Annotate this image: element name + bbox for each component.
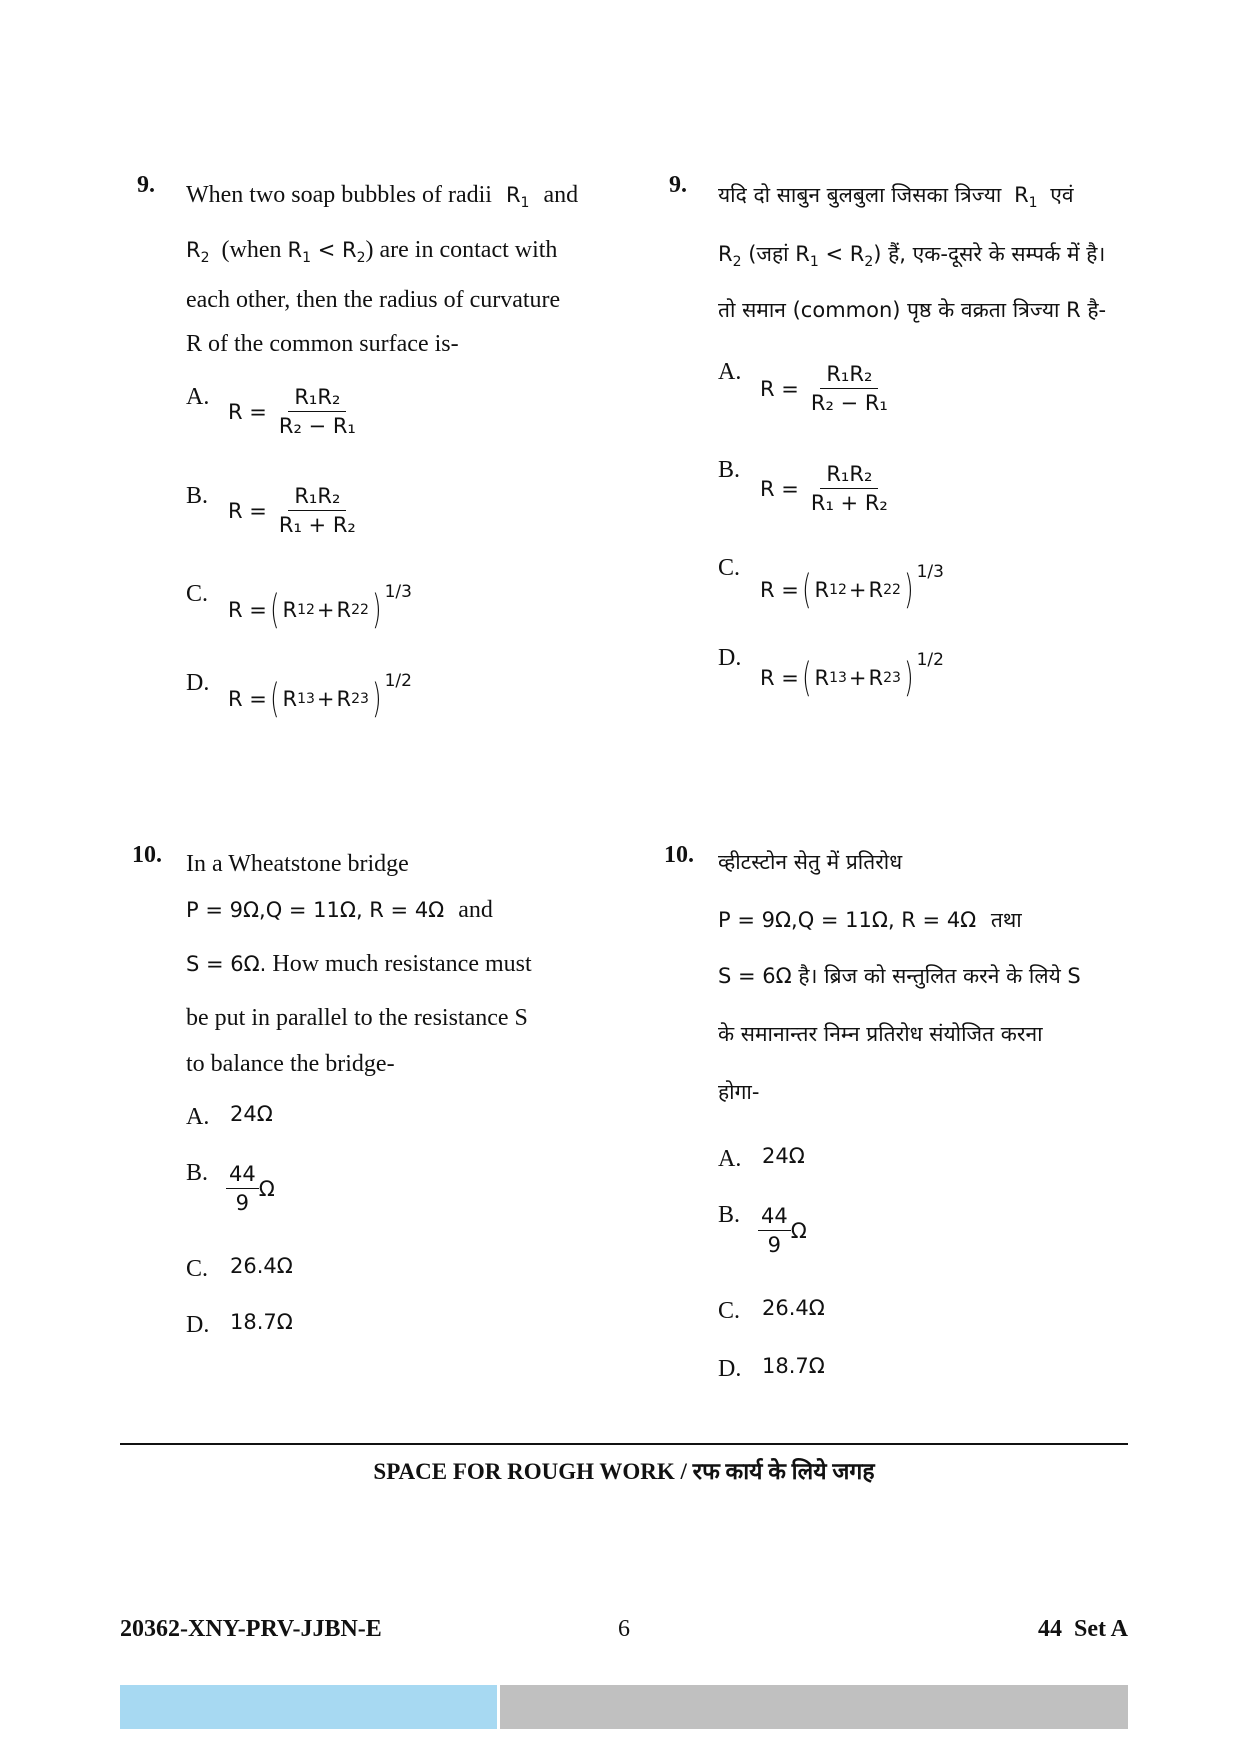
q9-hi-option-a-label: A.	[718, 359, 742, 385]
q10-hi-option-a-value: 24Ω	[762, 1144, 805, 1168]
q9-en-line1: When two soap bubbles of radii $R_1$ and	[186, 182, 579, 212]
q10-en-option-c-label: C.	[186, 1256, 209, 1282]
q10-hi-option-a-label: A.	[718, 1146, 742, 1172]
q10-hi-option-b-label: B.	[718, 1202, 741, 1228]
q10-hi-option-c-label: C.	[718, 1298, 741, 1324]
q9-hi-number: 9.	[669, 172, 687, 198]
page-number: 6	[618, 1616, 630, 1642]
q10-en-option-d-value: 18.7Ω	[230, 1310, 293, 1334]
q9-hi-option-b-label: B.	[718, 457, 741, 483]
q9-en-option-b-formula: R = $\frac{\text{R₁R₂}}{\text{R₁ + R₂}}$	[228, 484, 356, 537]
footer-bar-blue	[120, 1685, 497, 1729]
q9-hi-option-c-formula: R = ( R 1 2 + R 2 2 ) 1/3	[760, 562, 944, 613]
q9-hi-option-b-formula: R = $\frac{\text{R₁R₂}}{\text{R₁ + R₂}}$	[760, 462, 888, 515]
q10-en-option-d-label: D.	[186, 1312, 210, 1338]
q10-en-option-b-value: $\frac{44}{9}$ Ω	[226, 1162, 275, 1215]
q10-en-line3: S = 6Ω. How much resistance must	[186, 951, 532, 977]
q10-en-line4: be put in parallel to the resistance S	[186, 1005, 528, 1031]
footer-bar-grey	[500, 1685, 1128, 1729]
set-label: 44 Set A	[1038, 1616, 1128, 1642]
q9-en-line2: $R_2$ (when $R_1 < R_2$) are in contact with	[186, 237, 558, 267]
q9-en-option-a-formula: R = $\frac{\text{R₁R₂}}{\text{R₂ − R₁}}$	[228, 385, 356, 438]
q10-hi-option-d-value: 18.7Ω	[762, 1354, 825, 1378]
q10-en-line2: P = 9Ω,Q = 11Ω, R = 4Ω and	[186, 897, 493, 923]
q10-hi-number: 10.	[664, 842, 694, 868]
q9-en-line3: each other, then the radius of curvature	[186, 287, 561, 313]
q10-hi-line3: S = 6Ω है। ब्रिज को सन्तुलित करने के लिये S	[718, 964, 1081, 988]
q9-en-line4: R of the common surface is-	[186, 331, 459, 357]
q10-hi-option-d-label: D.	[718, 1356, 742, 1382]
q10-hi-line5: होगा-	[718, 1080, 760, 1104]
q10-en-line1: In a Wheatstone bridge	[186, 851, 409, 877]
q10-en-option-a-label: A.	[186, 1104, 210, 1130]
q9-hi-option-d-formula: R = ( R 1 3 + R 2 3 ) 1/2	[760, 650, 944, 701]
q10-en-option-c-value: 26.4Ω	[230, 1254, 293, 1278]
q9-en-option-d-formula: R = ( R 1 3 + R 2 3 ) 1/2	[228, 671, 412, 722]
q9-hi-line3: तो समान (common) पृष्ठ के वक्रता त्रिज्या R है-	[718, 298, 1107, 322]
q9-hi-option-d-label: D.	[718, 645, 742, 671]
q10-hi-option-b-value: $\frac{44}{9}$ Ω	[758, 1204, 807, 1257]
q10-hi-line1: व्हीटस्टोन सेतु में प्रतिरोध	[718, 850, 903, 874]
q10-en-number: 10.	[132, 842, 162, 868]
q9-hi-line2: $R_2$ (जहां $R_1 < R_2$) हैं, एक-दूसरे के सम्पर्क में है।	[718, 242, 1106, 271]
q9-hi-option-a-formula: R = $\frac{\text{R₁R₂}}{\text{R₂ − R₁}}$	[760, 362, 888, 415]
q9-hi-option-c-label: C.	[718, 555, 741, 581]
q9-en-option-d-label: D.	[186, 670, 210, 696]
q9-en-option-c-label: C.	[186, 581, 209, 607]
q10-en-option-b-label: B.	[186, 1160, 209, 1186]
rough-work-heading: SPACE FOR ROUGH WORK / रफ कार्य के लिये जगह	[373, 1459, 875, 1484]
paper-code: 20362-XNY-PRV-JJBN-E	[120, 1616, 382, 1642]
q10-hi-line2: P = 9Ω,Q = 11Ω, R = 4Ω तथा	[718, 908, 1022, 932]
q10-en-option-a-value: 24Ω	[230, 1102, 273, 1126]
q10-hi-option-c-value: 26.4Ω	[762, 1296, 825, 1320]
q10-hi-line4: के समानान्तर निम्न प्रतिरोध संयोजित करना	[718, 1022, 1043, 1046]
q9-en-option-b-label: B.	[186, 483, 209, 509]
q10-en-line5: to balance the bridge-	[186, 1051, 395, 1077]
rough-work-divider	[120, 1443, 1128, 1445]
q9-en-option-c-formula: R = ( R 1 2 + R 2 2 ) 1/3	[228, 582, 412, 633]
q9-en-number: 9.	[137, 172, 155, 198]
q9-hi-line1: यदि दो साबुन बुलबुला जिसका त्रिज्या $R_1$ एवं	[718, 183, 1074, 212]
q9-en-option-a-label: A.	[186, 384, 210, 410]
